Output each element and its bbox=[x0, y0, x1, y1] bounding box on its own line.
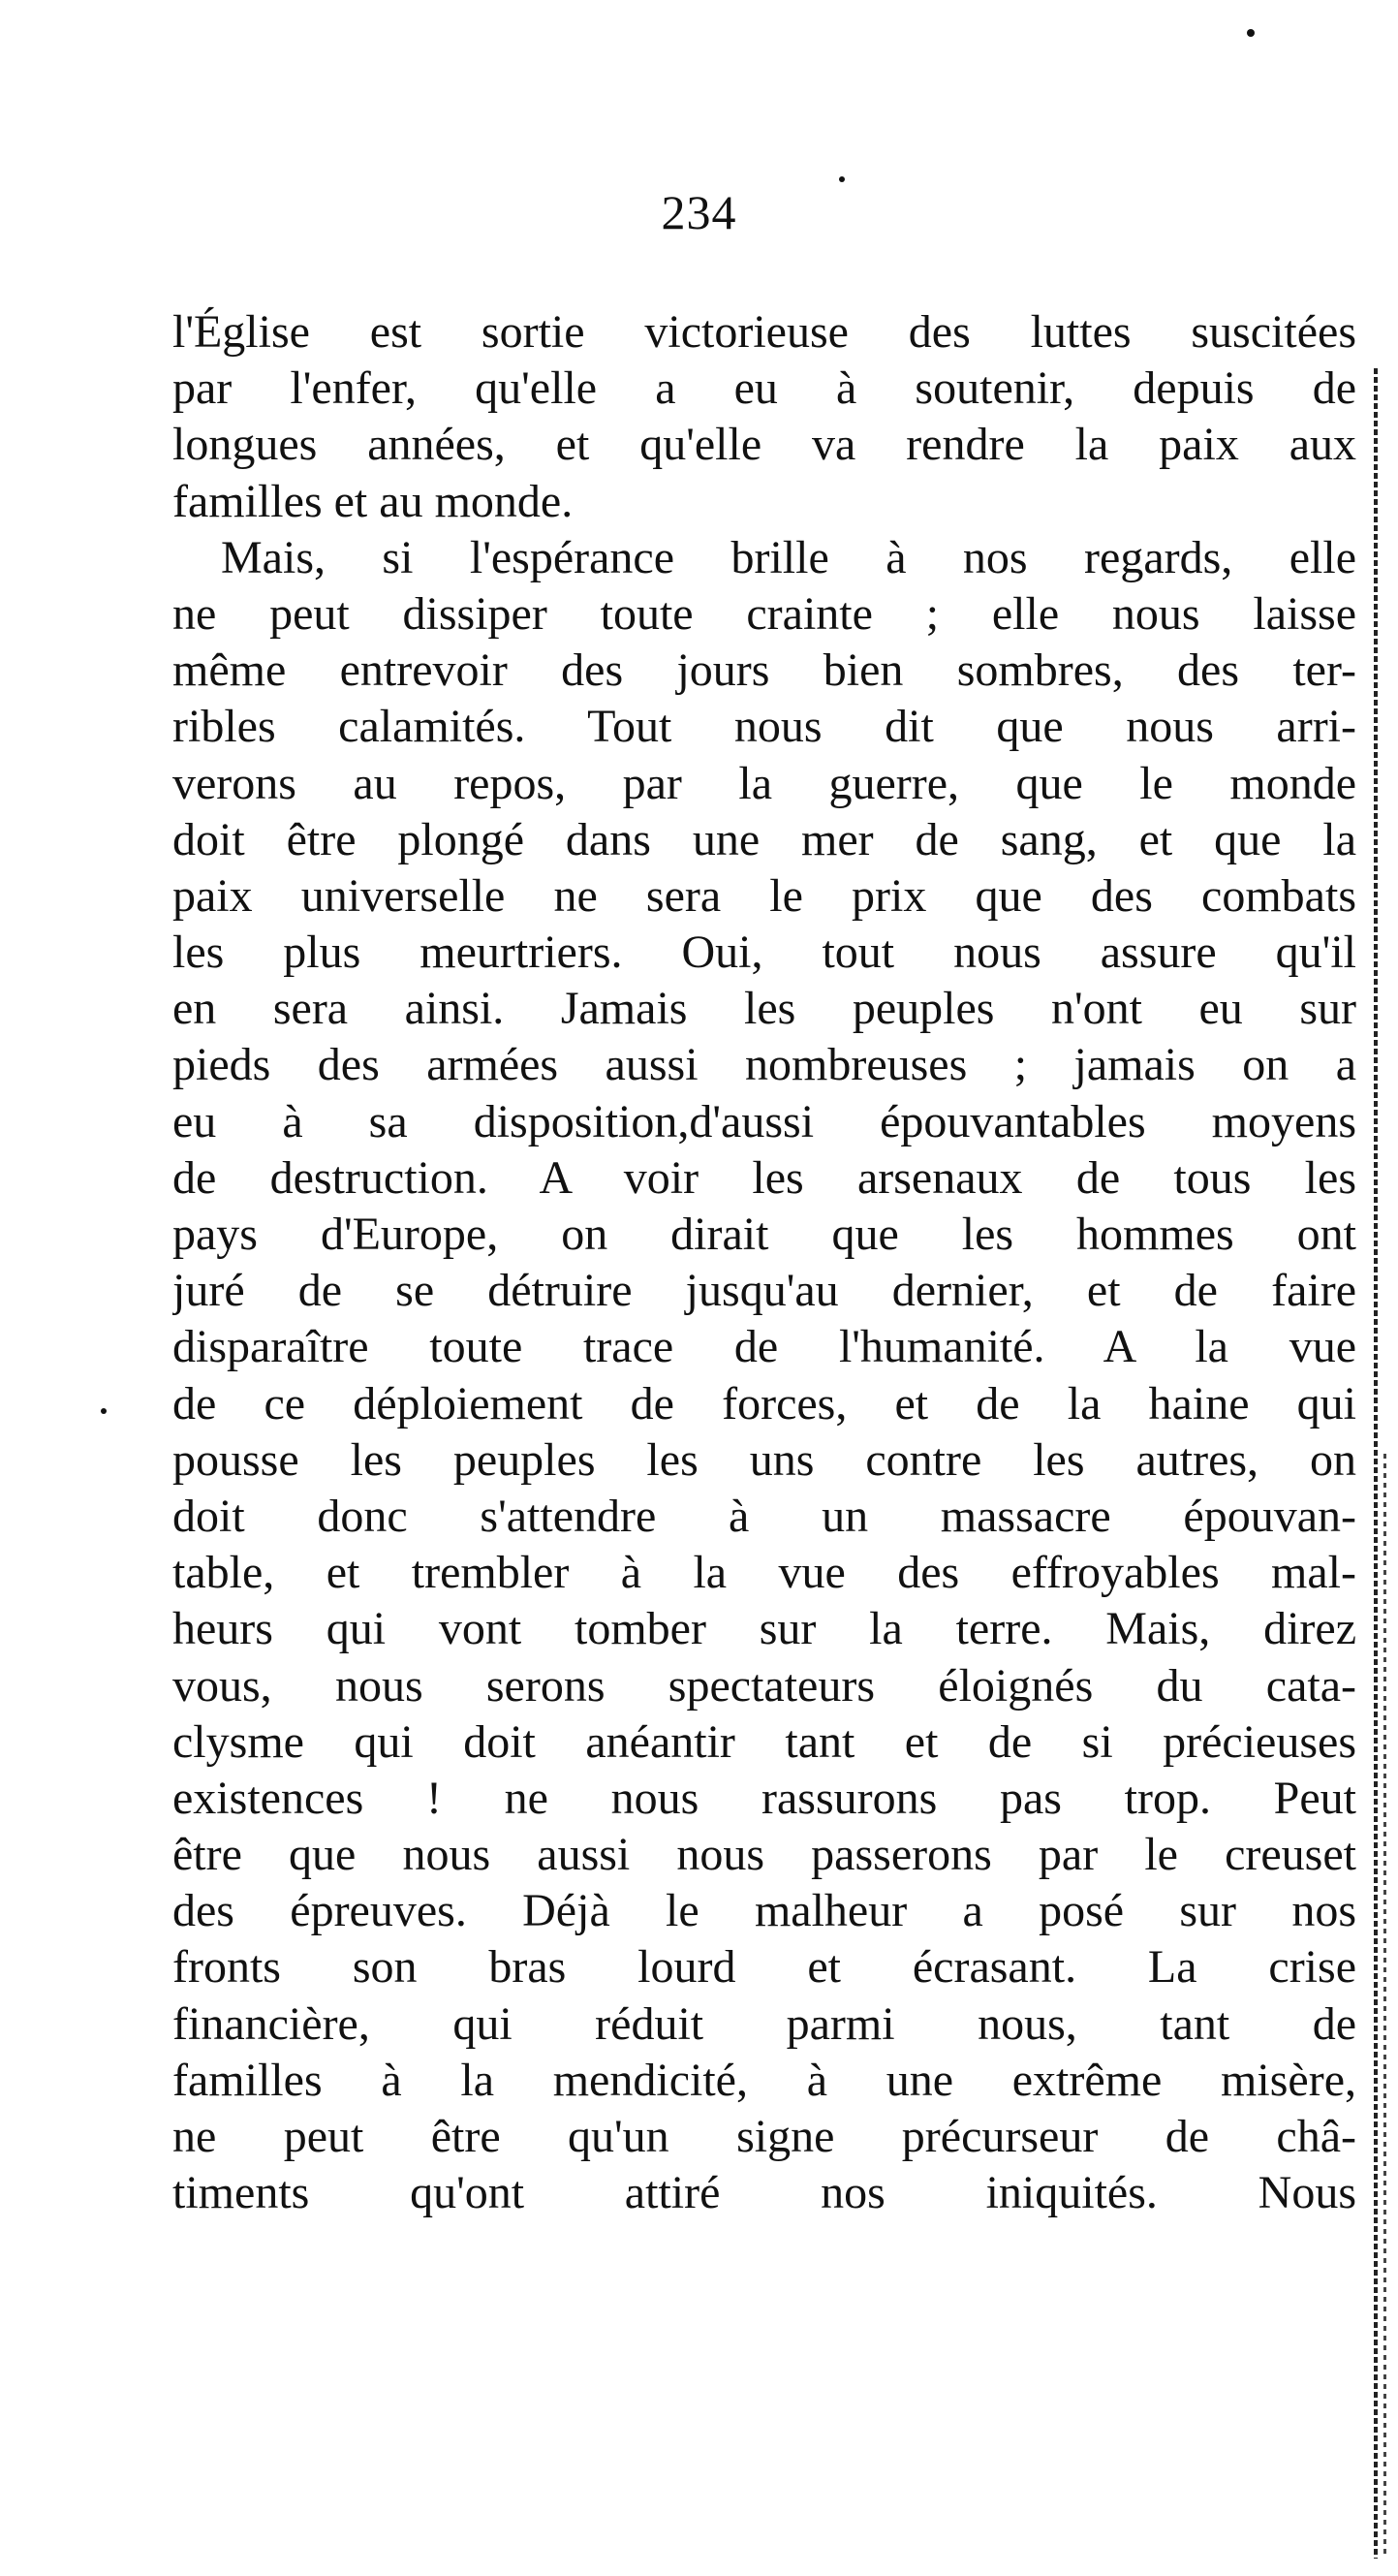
text-line: des épreuves. Déjà le malheur a posé sur nos bbox=[172, 1885, 1356, 1937]
scan-speck bbox=[839, 176, 845, 182]
text-line: doit donc s'attendre à un massacre épouvan- bbox=[172, 1490, 1356, 1542]
text-line: ne peut être qu'un signe précurseur de châ- bbox=[172, 2111, 1356, 2162]
text-line: eu à sa disposition,d'aussi épouvantables moyens bbox=[172, 1095, 1356, 1147]
text-line: par l'enfer, qu'elle a eu à soutenir, depuis de bbox=[172, 362, 1356, 415]
text-line: même entrevoir des jours bien sombres, des ter- bbox=[172, 644, 1356, 697]
text-line: ne peut dissiper toute crainte ; elle nous laisse bbox=[172, 587, 1356, 640]
text-line: table, et trembler à la vue des effroyables mal- bbox=[172, 1547, 1356, 1599]
text-line: les plus meurtriers. Oui, tout nous assure qu'il bbox=[172, 927, 1356, 979]
scan-edge-rule bbox=[1383, 1454, 1386, 2559]
text-line: en sera ainsi. Jamais les peuples n'ont eu sur bbox=[172, 983, 1356, 1035]
text-line: Mais, si l'espérance brille à nos regards, elle bbox=[221, 531, 1356, 583]
text-line: doit être plongé dans une mer de sang, et que la bbox=[172, 813, 1356, 865]
text-line: existences ! ne nous rassurons pas trop. Peut bbox=[172, 1772, 1356, 1824]
text-line: financière, qui réduit parmi nous, tant de bbox=[172, 1997, 1356, 2050]
text-line: pieds des armées aussi nombreuses ; jamais on a bbox=[172, 1039, 1356, 1091]
text-line: disparaître toute trace de l'humanité. A la vue bbox=[172, 1321, 1356, 1373]
scan-speck bbox=[101, 1408, 107, 1414]
body-text bbox=[172, 304, 1356, 2221]
text-line: fronts son bras lourd et écrasant. La crise bbox=[172, 1941, 1356, 1994]
text-line: de ce déploiement de forces, et de la haine qui bbox=[172, 1377, 1356, 1429]
text-line: clysme qui doit anéantir tant et de si précieuses bbox=[172, 1715, 1356, 1768]
text-line: verons au repos, par la guerre, que le monde bbox=[172, 757, 1356, 809]
text-line: de destruction. A voir les arsenaux de tous les bbox=[172, 1151, 1356, 1204]
text-line: heurs qui vont tomber sur la terre. Mais, direz bbox=[172, 1603, 1356, 1655]
text-line: vous, nous serons spectateurs éloignés du cata- bbox=[172, 1659, 1356, 1712]
text-line: pays d'Europe, on dirait que les hommes ont bbox=[172, 1209, 1356, 1260]
text-line: l'Église est sortie victorieuse des luttes suscitées bbox=[172, 306, 1356, 358]
text-line: timents qu'ont attiré nos iniquités. Nous bbox=[172, 2167, 1356, 2219]
text-line: être que nous aussi nous passerons par le creuset bbox=[172, 1829, 1356, 1881]
text-line: familles à la mendicité, à une extrême misère, bbox=[172, 2054, 1356, 2106]
scan-speck bbox=[1247, 29, 1255, 37]
scan-edge-rule bbox=[1374, 368, 1378, 2559]
text-line: pousse les peuples les uns contre les autres, on bbox=[172, 1433, 1356, 1486]
text-line: juré de se détruire jusqu'au dernier, et de faire bbox=[172, 1265, 1356, 1317]
text-line: paix universelle ne sera le prix que des combats bbox=[172, 869, 1356, 922]
text-line: familles et au monde. bbox=[172, 475, 574, 527]
text-line: longues années, et qu'elle va rendre la paix aux bbox=[172, 419, 1356, 471]
page-number: 234 bbox=[661, 185, 737, 239]
text-line: ribles calamités. Tout nous dit que nous arri- bbox=[172, 701, 1356, 753]
